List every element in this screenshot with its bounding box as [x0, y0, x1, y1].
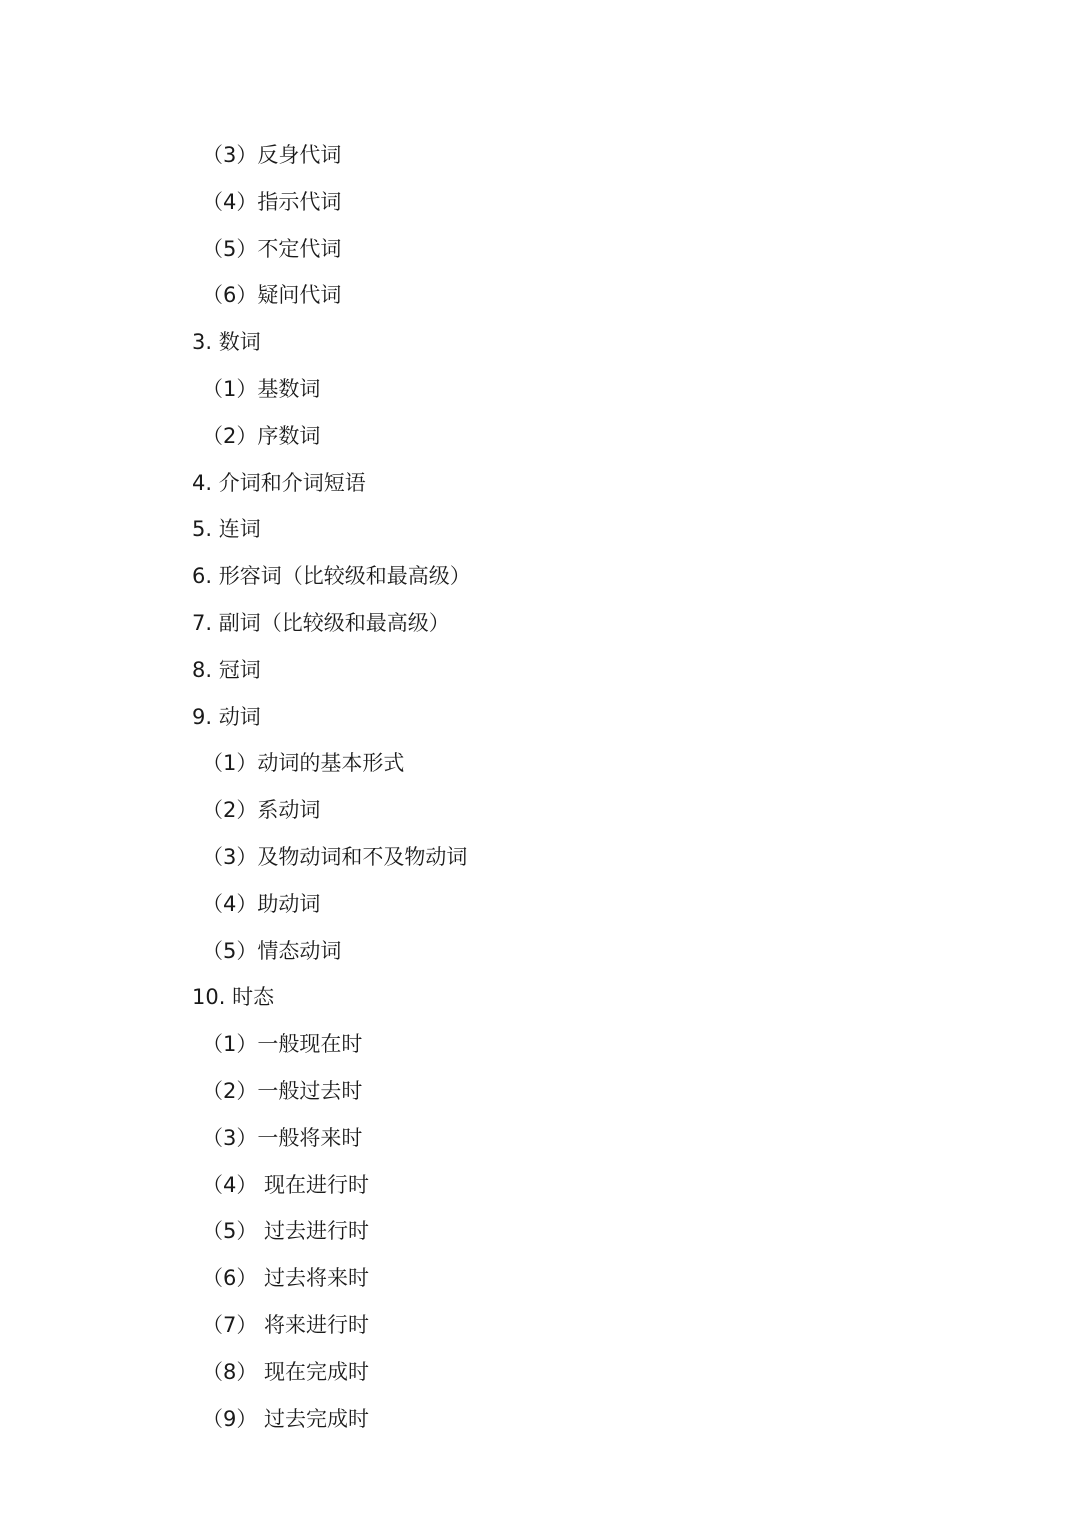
outline-item: （6） 过去将来时: [202, 1266, 370, 1291]
outline-item: （9） 过去完成时: [202, 1406, 370, 1431]
outline-item: （2）序数词: [202, 423, 321, 448]
outline-heading: 3. 数词: [192, 330, 261, 355]
outline-item: （5）不定代词: [202, 236, 342, 261]
outline-heading: 4. 介词和介词短语: [192, 470, 366, 495]
outline-item: （3）一般将来时: [202, 1125, 363, 1150]
outline-item: （3）及物动词和不及物动词: [202, 844, 468, 869]
grammar-outline-list: [192, 132, 471, 1442]
outline-item: （1）基数词: [202, 376, 321, 401]
outline-item: （2）系动词: [202, 798, 321, 823]
outline-item: （4）助动词: [202, 891, 321, 916]
outline-heading: 9. 动词: [192, 704, 261, 729]
outline-item: （1）一般现在时: [202, 1032, 363, 1057]
outline-item: （5） 过去进行时: [202, 1219, 370, 1244]
outline-item: （3）反身代词: [202, 143, 342, 167]
outline-heading: 7. 副词（比较级和最高级）: [192, 610, 450, 635]
outline-item: （5）情态动词: [202, 938, 342, 963]
outline-item: （2）一般过去时: [202, 1078, 363, 1103]
outline-item: （8） 现在完成时: [202, 1359, 370, 1384]
outline-heading: 8. 冠词: [192, 657, 261, 682]
outline-heading: 5. 连词: [192, 517, 261, 542]
outline-item: （4）指示代词: [202, 189, 342, 214]
outline-item: （4） 现在进行时: [202, 1172, 370, 1197]
outline-heading: 10. 时态: [192, 985, 275, 1010]
outline-item: （1）动词的基本形式: [202, 751, 405, 776]
outline-item: （7） 将来进行时: [202, 1312, 370, 1337]
outline-item: （6）疑问代词: [202, 283, 342, 308]
outline-heading: 6. 形容词（比较级和最高级）: [192, 564, 471, 589]
